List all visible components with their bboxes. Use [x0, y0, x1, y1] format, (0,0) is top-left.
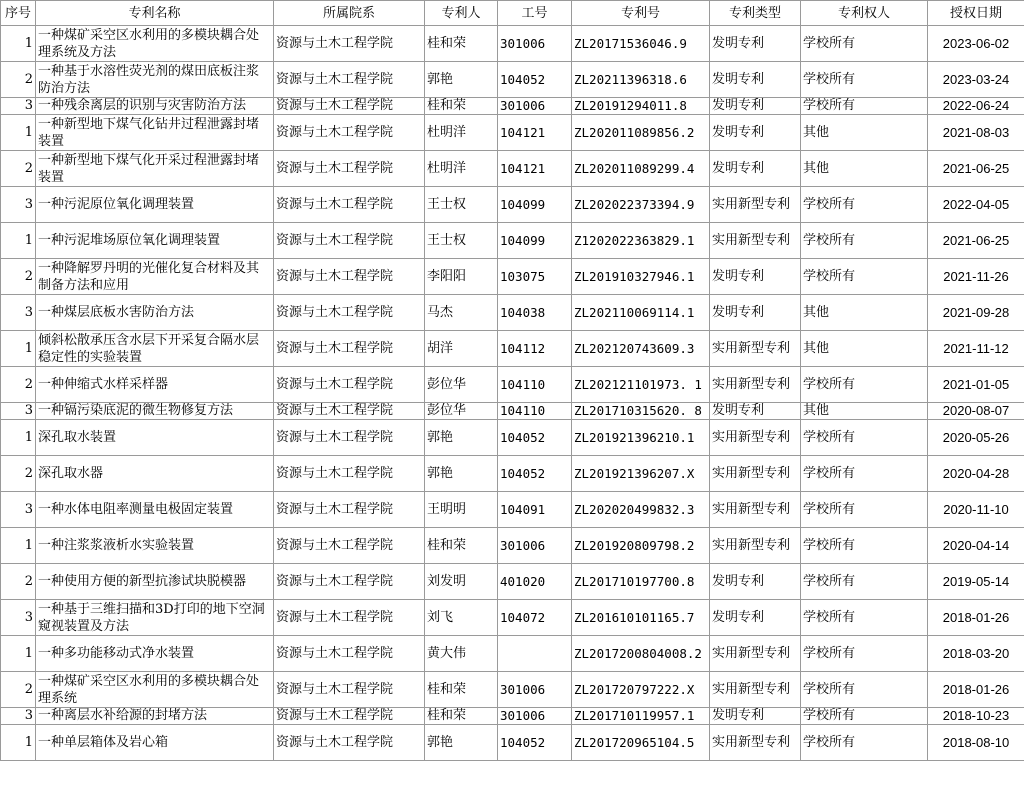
cell-department[interactable]: 资源与土木工程学院 — [274, 600, 425, 636]
cell-grant-date[interactable]: 2020-05-26 — [928, 420, 1024, 456]
cell-patent-owner[interactable]: 学校所有 — [801, 636, 928, 672]
table-row — [1, 600, 1024, 636]
cell-patent-number[interactable]: ZL202020499832.3 — [572, 492, 710, 528]
cell-patent-number[interactable]: ZL201921396210.1 — [572, 420, 710, 456]
cell-department[interactable]: 资源与土木工程学院 — [274, 26, 425, 62]
table-row — [1, 456, 1024, 492]
cell-patent-number[interactable]: ZL202121101973. 1 — [572, 367, 710, 403]
cell-patent-owner[interactable]: 其他 — [801, 331, 928, 367]
cell-department[interactable]: 资源与土木工程学院 — [274, 528, 425, 564]
cell-patent-owner[interactable]: 学校所有 — [801, 564, 928, 600]
cell-patent-name[interactable]: 一种残余离层的识别与灾害防治方法 — [36, 98, 274, 115]
table-row — [1, 725, 1024, 761]
cell-index[interactable]: 3 — [1, 403, 36, 420]
cell-employee-id[interactable]: 103075 — [498, 259, 572, 295]
cell-employee-id[interactable]: 301006 — [498, 672, 572, 708]
cell-inventor[interactable]: 郭艳 — [425, 456, 498, 492]
cell-patent-number[interactable]: ZL20191294011.8 — [572, 98, 710, 115]
header-index[interactable]: 序号 — [1, 1, 36, 26]
cell-patent-type[interactable]: 实用新型专利 — [710, 528, 801, 564]
table-row — [1, 708, 1024, 725]
cell-grant-date[interactable]: 2018-03-20 — [928, 636, 1024, 672]
table-row — [1, 295, 1024, 331]
cell-patent-name[interactable]: 一种水体电阻率测量电极固定装置 — [36, 492, 274, 528]
cell-patent-name[interactable]: 一种伸缩式水样采样器 — [36, 367, 274, 403]
cell-patent-owner[interactable]: 学校所有 — [801, 367, 928, 403]
cell-index[interactable]: 3 — [1, 295, 36, 331]
cell-patent-number[interactable]: ZL201720965104.5 — [572, 725, 710, 761]
cell-inventor[interactable]: 杜明洋 — [425, 151, 498, 187]
cell-patent-number[interactable]: ZL202022373394.9 — [572, 187, 710, 223]
cell-employee-id[interactable]: 104052 — [498, 62, 572, 98]
cell-patent-owner[interactable]: 学校所有 — [801, 528, 928, 564]
cell-index[interactable]: 2 — [1, 367, 36, 403]
cell-index[interactable]: 3 — [1, 187, 36, 223]
cell-patent-name[interactable]: 一种基于水溶性荧光剂的煤田底板注浆防治方法 — [36, 62, 274, 98]
cell-inventor[interactable]: 郭艳 — [425, 725, 498, 761]
cell-patent-owner[interactable]: 学校所有 — [801, 708, 928, 725]
cell-patent-type[interactable]: 实用新型专利 — [710, 187, 801, 223]
cell-index[interactable]: 1 — [1, 26, 36, 62]
cell-grant-date[interactable]: 2020-04-28 — [928, 456, 1024, 492]
table-row — [1, 259, 1024, 295]
cell-inventor[interactable]: 郭艳 — [425, 62, 498, 98]
header-patent-number[interactable]: 专利号 — [572, 1, 710, 26]
cell-inventor[interactable]: 桂和荣 — [425, 708, 498, 725]
cell-department[interactable]: 资源与土木工程学院 — [274, 672, 425, 708]
cell-patent-number[interactable]: ZL201920809798.2 — [572, 528, 710, 564]
cell-patent-number[interactable]: ZL201910327946.1 — [572, 259, 710, 295]
cell-patent-name[interactable]: 一种污泥原位氧化调理装置 — [36, 187, 274, 223]
cell-patent-owner[interactable]: 学校所有 — [801, 492, 928, 528]
header-row — [1, 1, 1024, 26]
cell-department[interactable]: 资源与土木工程学院 — [274, 564, 425, 600]
cell-patent-type[interactable]: 实用新型专利 — [710, 672, 801, 708]
cell-inventor[interactable]: 胡洋 — [425, 331, 498, 367]
cell-patent-number[interactable]: ZL202011089856.2 — [572, 115, 710, 151]
cell-inventor[interactable]: 杜明洋 — [425, 115, 498, 151]
cell-grant-date[interactable]: 2018-10-23 — [928, 708, 1024, 725]
cell-grant-date[interactable]: 2022-06-24 — [928, 98, 1024, 115]
cell-grant-date[interactable]: 2021-11-26 — [928, 259, 1024, 295]
cell-grant-date[interactable]: 2020-11-10 — [928, 492, 1024, 528]
cell-index[interactable]: 2 — [1, 62, 36, 98]
table-row — [1, 564, 1024, 600]
cell-patent-name[interactable]: 一种单层箱体及岩心箱 — [36, 725, 274, 761]
table-row — [1, 367, 1024, 403]
header-department[interactable]: 所属院系 — [274, 1, 425, 26]
cell-patent-number[interactable]: ZL20211396318.6 — [572, 62, 710, 98]
cell-patent-number[interactable]: ZL201720797222.X — [572, 672, 710, 708]
cell-inventor[interactable]: 桂和荣 — [425, 672, 498, 708]
cell-employee-id[interactable] — [498, 636, 572, 672]
cell-grant-date[interactable]: 2021-06-25 — [928, 223, 1024, 259]
cell-department[interactable]: 资源与土木工程学院 — [274, 151, 425, 187]
table-row — [1, 331, 1024, 367]
header-patent-type[interactable]: 专利类型 — [710, 1, 801, 26]
cell-patent-type[interactable]: 发明专利 — [710, 600, 801, 636]
cell-employee-id[interactable]: 301006 — [498, 528, 572, 564]
cell-patent-number[interactable]: ZL20171536046.9 — [572, 26, 710, 62]
cell-index[interactable]: 2 — [1, 672, 36, 708]
cell-patent-type[interactable]: 实用新型专利 — [710, 420, 801, 456]
cell-employee-id[interactable]: 104110 — [498, 403, 572, 420]
table-row — [1, 26, 1024, 62]
cell-patent-type[interactable]: 实用新型专利 — [710, 367, 801, 403]
header-patent-owner[interactable]: 专利权人 — [801, 1, 928, 26]
cell-index[interactable]: 2 — [1, 259, 36, 295]
cell-patent-owner[interactable]: 其他 — [801, 115, 928, 151]
cell-index[interactable]: 2 — [1, 456, 36, 492]
cell-patent-number[interactable]: ZL201710315620. 8 — [572, 403, 710, 420]
cell-patent-owner[interactable]: 学校所有 — [801, 259, 928, 295]
cell-department[interactable]: 资源与土木工程学院 — [274, 331, 425, 367]
cell-inventor[interactable]: 王士权 — [425, 187, 498, 223]
cell-employee-id[interactable]: 301006 — [498, 26, 572, 62]
table-row — [1, 672, 1024, 708]
cell-employee-id[interactable]: 104121 — [498, 115, 572, 151]
cell-employee-id[interactable]: 104110 — [498, 367, 572, 403]
cell-employee-id[interactable]: 401020 — [498, 564, 572, 600]
cell-index[interactable]: 3 — [1, 600, 36, 636]
cell-index[interactable]: 1 — [1, 331, 36, 367]
header-inventor[interactable]: 专利人 — [425, 1, 498, 26]
cell-employee-id[interactable]: 301006 — [498, 708, 572, 725]
cell-patent-type[interactable]: 发明专利 — [710, 295, 801, 331]
cell-department[interactable]: 资源与土木工程学院 — [274, 295, 425, 331]
table-row — [1, 420, 1024, 456]
header-grant-date[interactable]: 授权日期 — [928, 1, 1024, 26]
cell-patent-number[interactable]: ZL201921396207.X — [572, 456, 710, 492]
cell-inventor[interactable]: 王士权 — [425, 223, 498, 259]
cell-employee-id[interactable]: 104112 — [498, 331, 572, 367]
cell-patent-owner[interactable]: 学校所有 — [801, 223, 928, 259]
cell-employee-id[interactable]: 104091 — [498, 492, 572, 528]
cell-patent-owner[interactable]: 学校所有 — [801, 725, 928, 761]
cell-department[interactable]: 资源与土木工程学院 — [274, 98, 425, 115]
cell-index[interactable]: 1 — [1, 115, 36, 151]
cell-patent-name[interactable]: 一种污泥堆场原位氧化调理装置 — [36, 223, 274, 259]
cell-department[interactable]: 资源与土木工程学院 — [274, 708, 425, 725]
cell-grant-date[interactable]: 2023-03-24 — [928, 62, 1024, 98]
table-row — [1, 62, 1024, 98]
cell-inventor[interactable]: 桂和荣 — [425, 98, 498, 115]
header-patent-name[interactable]: 专利名称 — [36, 1, 274, 26]
cell-employee-id[interactable]: 104052 — [498, 456, 572, 492]
cell-patent-type[interactable]: 实用新型专利 — [710, 492, 801, 528]
table-row — [1, 636, 1024, 672]
cell-inventor[interactable]: 王明明 — [425, 492, 498, 528]
cell-patent-name[interactable]: 一种煤层底板水害防治方法 — [36, 295, 274, 331]
cell-employee-id[interactable]: 104072 — [498, 600, 572, 636]
cell-patent-number[interactable]: ZL202110069114.1 — [572, 295, 710, 331]
cell-department[interactable]: 资源与土木工程学院 — [274, 725, 425, 761]
table-row — [1, 492, 1024, 528]
cell-department[interactable]: 资源与土木工程学院 — [274, 223, 425, 259]
table-row — [1, 528, 1024, 564]
cell-employee-id[interactable]: 104052 — [498, 725, 572, 761]
cell-index[interactable]: 1 — [1, 223, 36, 259]
cell-inventor[interactable]: 彭位华 — [425, 367, 498, 403]
cell-employee-id[interactable]: 301006 — [498, 98, 572, 115]
cell-grant-date[interactable]: 2020-04-14 — [928, 528, 1024, 564]
cell-grant-date[interactable]: 2021-01-05 — [928, 367, 1024, 403]
cell-employee-id[interactable]: 104038 — [498, 295, 572, 331]
cell-index[interactable]: 2 — [1, 151, 36, 187]
cell-employee-id[interactable]: 104099 — [498, 187, 572, 223]
cell-patent-number[interactable]: Z1202022363829.1 — [572, 223, 710, 259]
cell-patent-name[interactable]: 一种新型地下煤气化钻井过程泄露封堵装置 — [36, 115, 274, 151]
cell-patent-type[interactable]: 发明专利 — [710, 151, 801, 187]
cell-patent-type[interactable]: 实用新型专利 — [710, 725, 801, 761]
cell-inventor[interactable]: 彭位华 — [425, 403, 498, 420]
cell-patent-owner[interactable]: 学校所有 — [801, 62, 928, 98]
cell-inventor[interactable]: 李阳阳 — [425, 259, 498, 295]
cell-patent-owner[interactable]: 其他 — [801, 403, 928, 420]
table-row — [1, 403, 1024, 420]
cell-inventor[interactable]: 郭艳 — [425, 420, 498, 456]
cell-department[interactable]: 资源与土木工程学院 — [274, 492, 425, 528]
cell-patent-owner[interactable]: 其他 — [801, 151, 928, 187]
cell-department[interactable]: 资源与土木工程学院 — [274, 115, 425, 151]
cell-patent-owner[interactable]: 学校所有 — [801, 456, 928, 492]
cell-patent-type[interactable]: 发明专利 — [710, 259, 801, 295]
cell-patent-name[interactable]: 一种煤矿采空区水利用的多模块耦合处理系统及方法 — [36, 26, 274, 62]
cell-inventor[interactable]: 桂和荣 — [425, 528, 498, 564]
cell-index[interactable]: 3 — [1, 708, 36, 725]
cell-patent-type[interactable]: 实用新型专利 — [710, 636, 801, 672]
cell-department[interactable]: 资源与土木工程学院 — [274, 259, 425, 295]
cell-grant-date[interactable]: 2018-08-10 — [928, 725, 1024, 761]
cell-grant-date[interactable]: 2023-06-02 — [928, 26, 1024, 62]
cell-patent-number[interactable]: ZL202011089299.4 — [572, 151, 710, 187]
cell-patent-type[interactable]: 发明专利 — [710, 708, 801, 725]
cell-inventor[interactable]: 马杰 — [425, 295, 498, 331]
cell-patent-type[interactable]: 发明专利 — [710, 62, 801, 98]
cell-inventor[interactable]: 刘发明 — [425, 564, 498, 600]
cell-patent-name[interactable]: 一种基于三维扫描和3D打印的地下空洞窥视装置及方法 — [36, 600, 274, 636]
cell-employee-id[interactable]: 104121 — [498, 151, 572, 187]
cell-patent-name[interactable]: 一种镉污染底泥的微生物修复方法 — [36, 403, 274, 420]
cell-index[interactable]: 1 — [1, 636, 36, 672]
cell-patent-owner[interactable]: 学校所有 — [801, 600, 928, 636]
cell-patent-owner[interactable]: 学校所有 — [801, 26, 928, 62]
cell-patent-owner[interactable]: 其他 — [801, 295, 928, 331]
table-row — [1, 223, 1024, 259]
cell-patent-name[interactable]: 一种降解罗丹明的光催化复合材料及其制备方法和应用 — [36, 259, 274, 295]
cell-patent-name[interactable]: 一种多功能移动式净水装置 — [36, 636, 274, 672]
cell-inventor[interactable]: 黄大伟 — [425, 636, 498, 672]
table-row — [1, 115, 1024, 151]
cell-patent-owner[interactable]: 学校所有 — [801, 672, 928, 708]
table-row — [1, 187, 1024, 223]
cell-patent-type[interactable]: 实用新型专利 — [710, 331, 801, 367]
cell-department[interactable]: 资源与土木工程学院 — [274, 636, 425, 672]
cell-inventor[interactable]: 桂和荣 — [425, 26, 498, 62]
header-employee-id[interactable]: 工号 — [498, 1, 572, 26]
cell-patent-name[interactable]: 深孔取水器 — [36, 456, 274, 492]
cell-grant-date[interactable]: 2021-09-28 — [928, 295, 1024, 331]
cell-patent-number[interactable]: ZL201710197700.8 — [572, 564, 710, 600]
cell-patent-owner[interactable]: 学校所有 — [801, 420, 928, 456]
cell-patent-type[interactable]: 发明专利 — [710, 115, 801, 151]
cell-grant-date[interactable]: 2021-06-25 — [928, 151, 1024, 187]
cell-department[interactable]: 资源与土木工程学院 — [274, 420, 425, 456]
cell-patent-type[interactable]: 发明专利 — [710, 26, 801, 62]
cell-grant-date[interactable]: 2019-05-14 — [928, 564, 1024, 600]
cell-employee-id[interactable]: 104099 — [498, 223, 572, 259]
cell-grant-date[interactable]: 2020-08-07 — [928, 403, 1024, 420]
cell-patent-number[interactable]: ZL201610101165.7 — [572, 600, 710, 636]
cell-patent-name[interactable]: 深孔取水装置 — [36, 420, 274, 456]
cell-index[interactable]: 1 — [1, 528, 36, 564]
cell-employee-id[interactable]: 104052 — [498, 420, 572, 456]
cell-patent-owner[interactable]: 学校所有 — [801, 187, 928, 223]
cell-patent-type[interactable]: 实用新型专利 — [710, 456, 801, 492]
cell-inventor[interactable]: 刘飞 — [425, 600, 498, 636]
table-row — [1, 98, 1024, 115]
cell-patent-name[interactable]: 一种注浆浆液析水实验装置 — [36, 528, 274, 564]
cell-grant-date[interactable]: 2021-11-12 — [928, 331, 1024, 367]
cell-index[interactable]: 1 — [1, 420, 36, 456]
cell-patent-owner[interactable]: 学校所有 — [801, 98, 928, 115]
cell-department[interactable]: 资源与土木工程学院 — [274, 62, 425, 98]
cell-patent-name[interactable]: 倾斜松散承压含水层下开采复合隔水层稳定性的实验装置 — [36, 331, 274, 367]
cell-index[interactable]: 3 — [1, 98, 36, 115]
cell-index[interactable]: 2 — [1, 564, 36, 600]
cell-patent-type[interactable]: 发明专利 — [710, 564, 801, 600]
cell-grant-date[interactable]: 2018-01-26 — [928, 600, 1024, 636]
cell-patent-name[interactable]: 一种使用方便的新型抗渗试块脱模器 — [36, 564, 274, 600]
cell-patent-number[interactable]: ZL2017200804008.2 — [572, 636, 710, 672]
cell-index[interactable]: 3 — [1, 492, 36, 528]
table-row — [1, 151, 1024, 187]
cell-department[interactable]: 资源与土木工程学院 — [274, 456, 425, 492]
cell-patent-name[interactable]: 一种煤矿采空区水利用的多模块耦合处理系统 — [36, 672, 274, 708]
cell-patent-name[interactable]: 一种离层水补给源的封堵方法 — [36, 708, 274, 725]
cell-patent-name[interactable]: 一种新型地下煤气化开采过程泄露封堵装置 — [36, 151, 274, 187]
cell-patent-type[interactable]: 实用新型专利 — [710, 223, 801, 259]
cell-department[interactable]: 资源与土木工程学院 — [274, 367, 425, 403]
cell-grant-date[interactable]: 2022-04-05 — [928, 187, 1024, 223]
cell-grant-date[interactable]: 2021-08-03 — [928, 115, 1024, 151]
cell-patent-number[interactable]: ZL201710119957.1 — [572, 708, 710, 725]
cell-department[interactable]: 资源与土木工程学院 — [274, 187, 425, 223]
cell-patent-number[interactable]: ZL202120743609.3 — [572, 331, 710, 367]
cell-grant-date[interactable]: 2018-01-26 — [928, 672, 1024, 708]
cell-patent-type[interactable]: 发明专利 — [710, 98, 801, 115]
cell-patent-type[interactable]: 发明专利 — [710, 403, 801, 420]
cell-department[interactable]: 资源与土木工程学院 — [274, 403, 425, 420]
cell-index[interactable]: 1 — [1, 725, 36, 761]
